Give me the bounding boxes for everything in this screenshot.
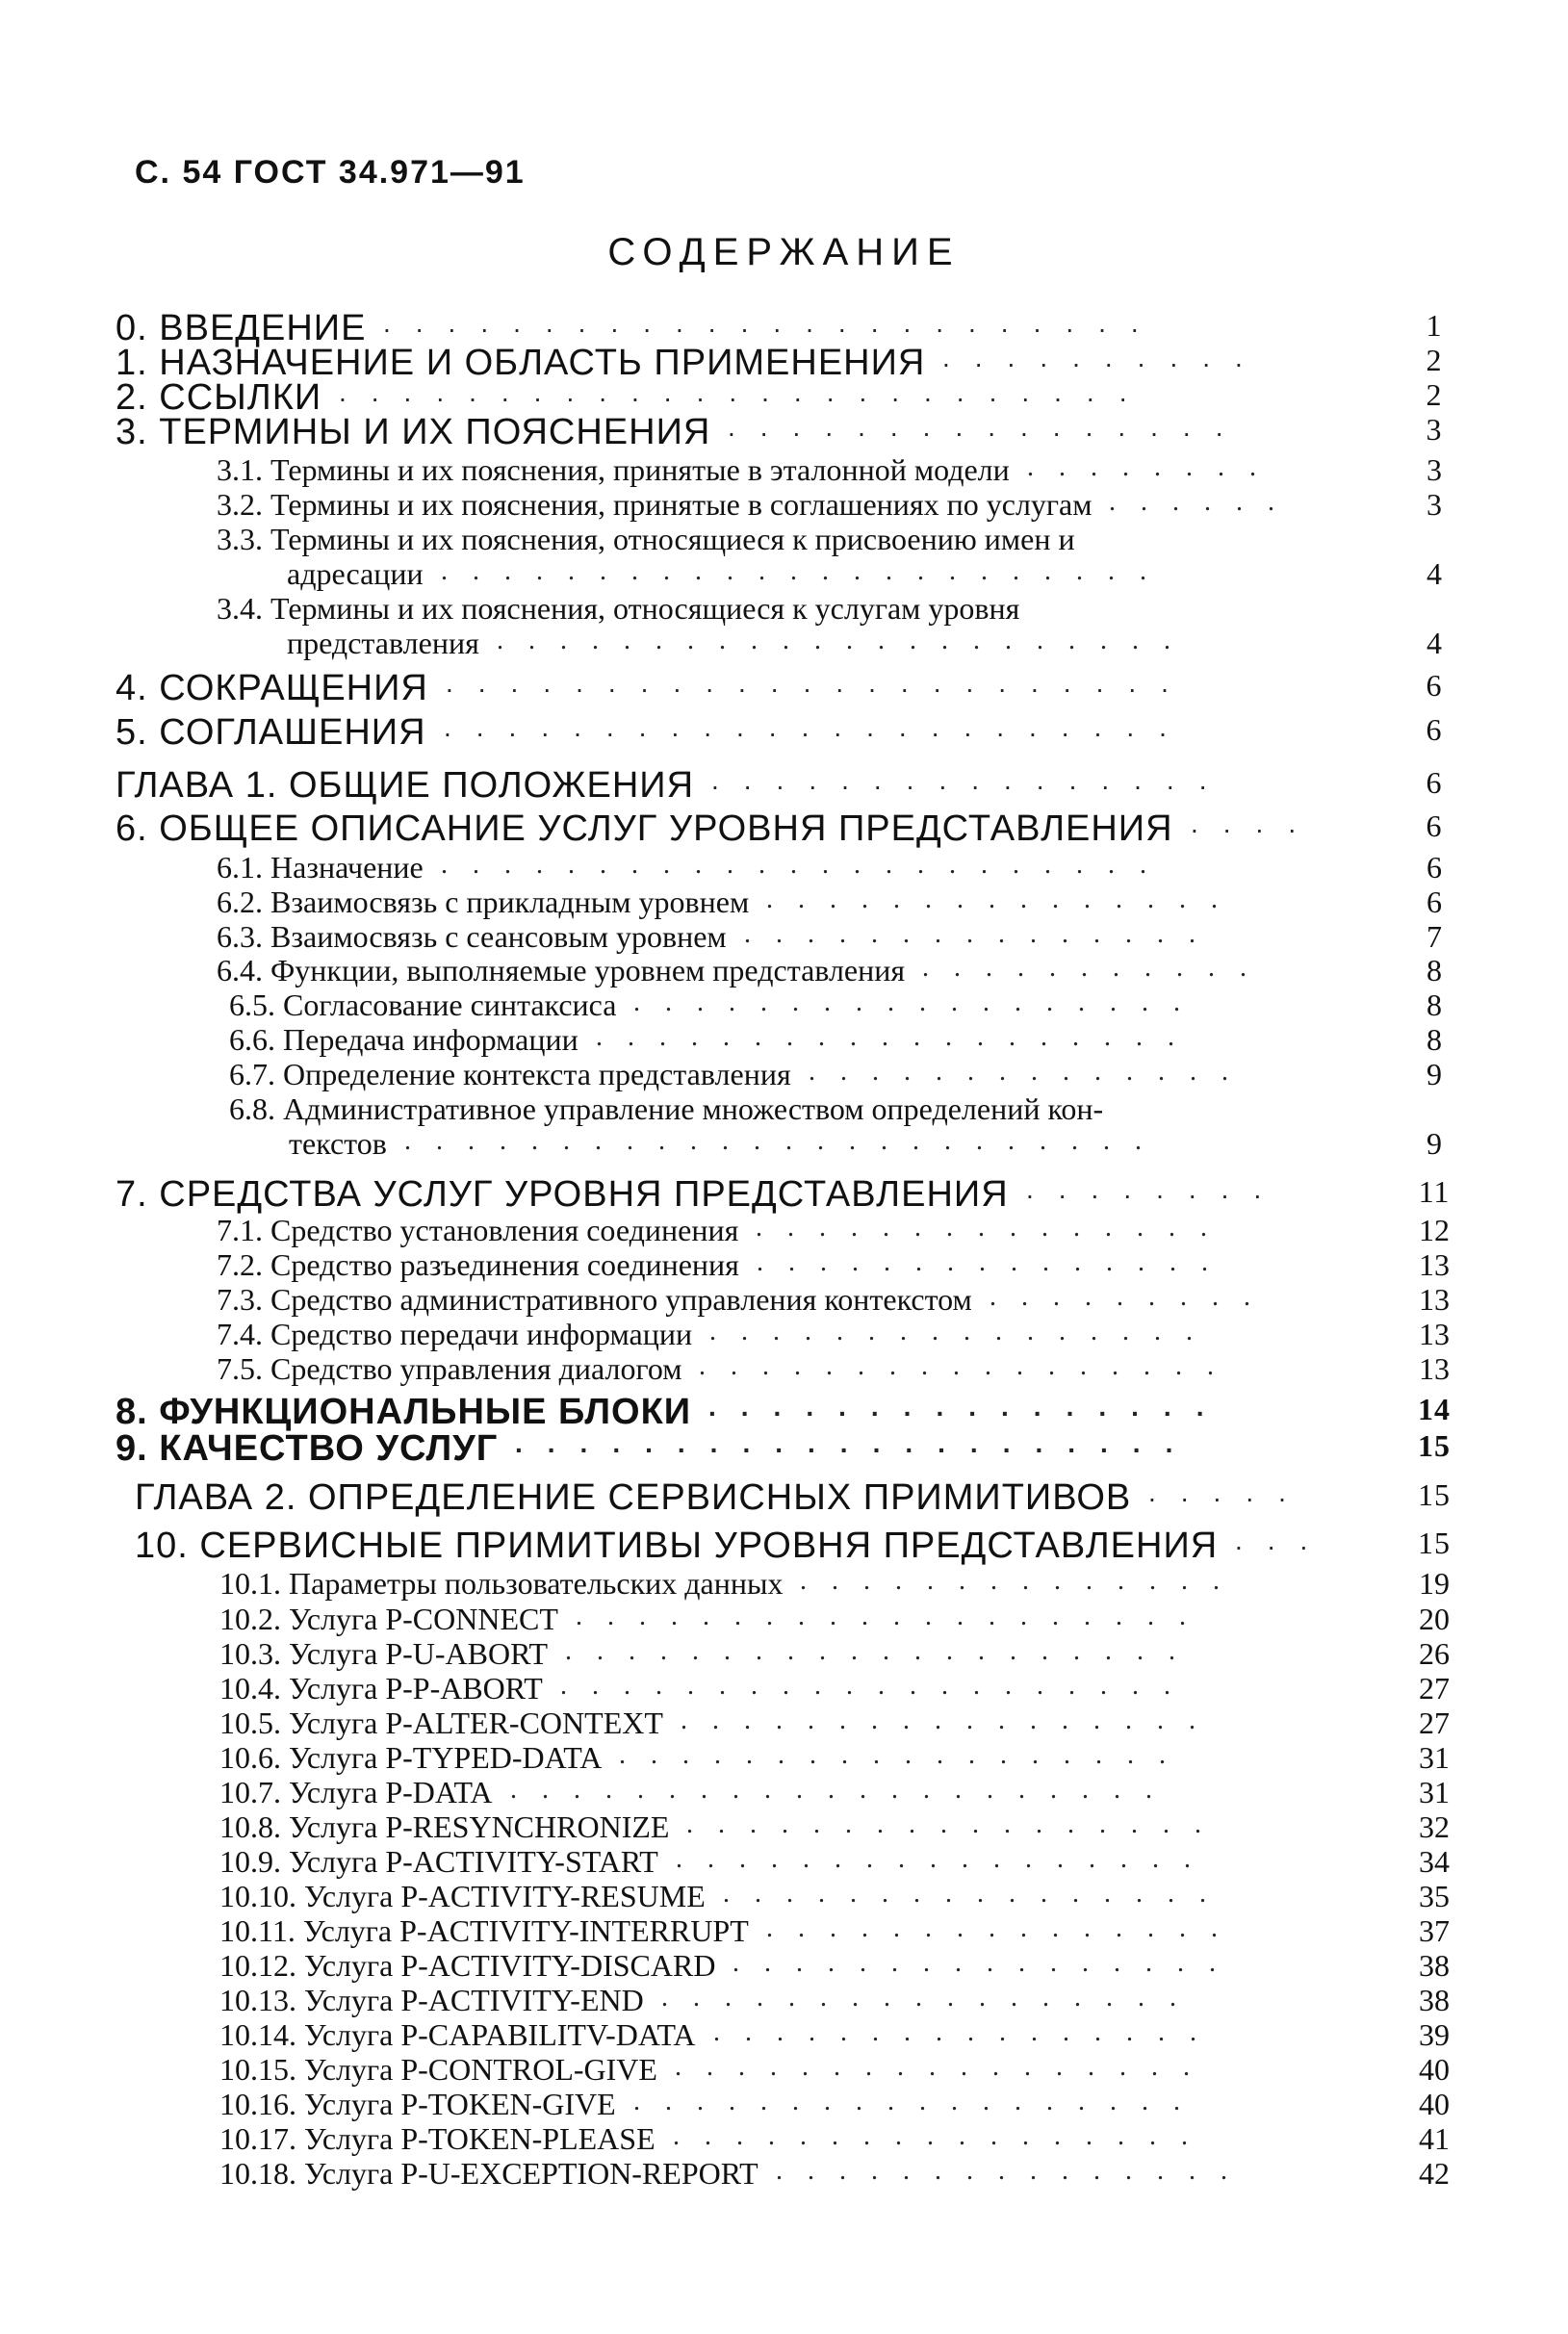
toc-entry-title: 3.1. Термины и их пояснения, принятые в эталонной модели [217,452,1010,487]
leader-dots: ............... [757,1247,1233,1277]
toc-entry-page-number: 9 [1427,1057,1442,1091]
toc-entry-page-number: 3 [1426,412,1443,447]
toc-entry-title: 7. СРЕДСТВА УСЛУГ УРОВНЯ ПРЕДСТАВЛЕНИЯ [116,1174,1009,1215]
toc-entry-page-number: 3 [1427,452,1442,487]
leader-dots: ................. [699,1351,1239,1381]
toc-entry-page-number: 6 [1427,885,1442,919]
leader-dots: ................ [709,1317,1218,1347]
toc-entry-title: текстов [289,1126,387,1161]
toc-entry-title: 10.15. Услуга P-CONTROL-GIVE [219,2052,657,2087]
toc-entry-page-number: 39 [1419,2017,1450,2052]
leader-dots: ........ [1026,1174,1287,1204]
leader-dots: .................... [560,1671,1195,1701]
toc-entry-page-number: 1 [1426,308,1443,343]
leader-dots: ......... [990,1282,1275,1312]
leader-dots: ........................ [383,308,1164,338]
toc-entry-title: 10.9. Услуга P-ACTIVITY-START [219,1844,658,1879]
toc-entry-page-number: 6 [1427,850,1442,885]
leader-dots: ............... [766,885,1243,914]
leader-dots: .............. [800,1566,1245,1596]
leader-dots: ...................... [497,626,1195,655]
toc-entry-page-number: 6 [1426,765,1443,800]
leader-dots: ........... [922,953,1272,983]
toc-entry-page-number: 12 [1419,1213,1450,1247]
toc-entry-page-number: 13 [1419,1317,1450,1351]
toc-entry-page-number: 14 [1418,1392,1451,1426]
toc-entry-page-number: 34 [1419,1844,1450,1879]
toc-entry-title: 5. СОГЛАШЕНИЯ [116,712,426,753]
toc-entry-title: 10. СЕРВИСНЫЕ ПРИМИТИВЫ УРОВНЯ ПРЕДСТАВЛЕНИЯ [135,1526,1219,1566]
toc-entry-title: 10.6. Услуга P-TYPED-DATA [219,1740,603,1775]
toc-entry-title: 10.5. Услуга P-ALTER-CONTEXT [219,1706,663,1740]
toc-entry-title: представления [287,626,479,660]
toc-entry-page-number: 32 [1419,1809,1450,1844]
leader-dots: .................... [565,1636,1200,1666]
toc-entry-page-number: 31 [1419,1740,1450,1775]
toc-entry-page-number: 11 [1418,1174,1451,1209]
leader-dots: ..................... [515,1428,1198,1458]
leader-dots: .................. [619,1740,1191,1770]
toc-entry-title: 10.1. Параметры пользовательских данных [219,1566,784,1601]
toc-entry-title: 10.18. Услуга P-U-EXCEPTION-REPORT [219,2156,758,2191]
toc-entry-page-number: 40 [1419,2052,1450,2087]
toc-entry-page-number: 42 [1419,2156,1450,2191]
leader-dots: ................. [675,2052,1215,2082]
toc-entry-title: 8. ФУНКЦИОНАЛЬНЫЕ БЛОКИ [116,1392,692,1432]
toc-entry-page-number: 15 [1418,1526,1451,1560]
toc-entry-page-number: 26 [1419,1636,1450,1671]
toc-entry-title: 2. ССЫЛКИ [116,377,322,418]
toc-entry-title: 6. ОБЩЕЕ ОПИСАНИЕ УСЛУГ УРОВНЯ ПРЕДСТАВЛЕНИЯ [116,808,1173,849]
toc-entry-title: 10.2. Услуга P-CONNECT [219,1602,558,1636]
leader-dots: ......................... [339,377,1152,407]
toc-entry-title: 3. ТЕРМИНЫ И ИХ ПОЯСНЕНИЯ [116,412,711,452]
toc-entry-title: 10.10. Услуга P-ACTIVITY-RESUME [219,1879,706,1913]
leader-dots: ..................... [510,1775,1177,1805]
toc-entry-title: адресации [287,556,424,591]
toc-entry-title: 10.11. Услуга P-ACTIVITY-INTERRUPT [219,1913,749,1948]
toc-entry-title: 10.3. Услуга P-U-ABORT [219,1636,549,1671]
toc-entry-title: 10.4. Услуга P-P-ABORT [219,1671,543,1706]
toc-entry-page-number: 35 [1419,1879,1450,1913]
leader-dots: ............... [766,1913,1243,1943]
toc-entry-page-number: 6 [1426,668,1443,703]
toc-entry-title: 6.7. Определение контекста представления [229,1057,791,1091]
toc-entry-page-number: 27 [1419,1671,1450,1706]
toc-entry-page-number: 8 [1427,1022,1442,1057]
leader-dots: .............. [809,1057,1253,1087]
toc-entry-title: 6.8. Административное управление множеством определений кон- [229,1091,1104,1126]
toc-entry-title: 10.16. Услуга P-TOKEN-GIVE [219,2087,616,2121]
toc-entry-title: 6.1. Назначение [217,850,424,885]
toc-entry-page-number: 8 [1427,987,1442,1022]
leader-dots: ........................ [404,1126,1167,1156]
toc-entry-page-number: 38 [1419,1983,1450,2017]
toc-entry-title: 1. НАЗНАЧЕНИЕ И ОБЛАСТЬ ПРИМЕНЕНИЯ [116,343,926,383]
toc-entry-page-number: 15 [1418,1428,1451,1463]
leader-dots: ....................... [441,556,1171,586]
leader-dots: .................. [633,2087,1205,2116]
toc-entry-title: 6.2. Взаимосвязь с прикладным уровнем [217,885,750,919]
page-header: С. 54 ГОСТ 34.971—91 [135,154,526,191]
leader-dots: .................. [633,987,1205,1017]
toc-entry-page-number: 40 [1419,2087,1450,2121]
toc-entry-page-number: 13 [1419,1282,1450,1317]
toc-entry-page-number: 8 [1427,953,1442,987]
toc-entry-title: 3.2. Термины и их пояснения, принятые в соглашениях по услугам [217,487,1092,522]
toc-entry-title: 7.5. Средство управления диалогом [217,1351,682,1386]
toc-entry-page-number: 31 [1419,1775,1450,1809]
leader-dots: ..... [1148,1477,1311,1507]
toc-entry-page-number: 4 [1427,626,1442,660]
toc-entry-title: 6.4. Функции, выполняемые уровнем представления [217,953,906,987]
toc-entry-title: 10.7. Услуга P-DATA [219,1775,493,1809]
toc-entry-title: 3.3. Термины и их пояснения, относящиеся к присвоению имен и [217,522,1075,556]
toc-entry-page-number: 13 [1419,1247,1450,1282]
leader-dots: ............... [756,1213,1232,1243]
toc-entry-page-number: 4 [1427,556,1442,591]
toc-entry-title: 10.17. Услуга P-TOKEN-PLEASE [219,2121,655,2156]
toc-entry-title: 6.3. Взаимосвязь с сеансовым уровнем [217,919,727,954]
toc-entry-title: ГЛАВА 1. ОБЩИЕ ПОЛОЖЕНИЯ [116,765,695,806]
toc-entry-title: 6.6. Передача информации [229,1022,578,1057]
leader-dots: ....................... [444,712,1192,742]
leader-dots: ....................... [446,668,1194,698]
toc-entry-title: 10.12. Услуга P-ACTIVITY-DISCARD [219,1948,716,1983]
toc-entry-page-number: 19 [1419,1566,1450,1601]
toc-entry-title: 10.8. Услуга P-RESYNCHRONIZE [219,1809,670,1844]
toc-entry-title: 7.2. Средство разъединения соединения [217,1247,739,1282]
leader-dots: ................... [596,1022,1199,1052]
toc-entry-title: 7.3. Средство административного управления контекстом [217,1282,972,1317]
leader-dots: ................ [713,2017,1221,2047]
leader-dots: .... [1191,808,1322,838]
leader-dots: ................ [708,1392,1229,1422]
leader-dots: ................ [728,412,1248,442]
toc-entry-page-number: 9 [1427,1126,1442,1161]
toc-entry-page-number: 37 [1419,1913,1450,1948]
toc-entry-title: 7.4. Средство передачи информации [217,1317,693,1351]
toc-entry-page-number: 7 [1427,919,1442,954]
leader-dots: .................... [576,1602,1211,1631]
toc-entry-title: 6.5. Согласование синтаксиса [229,987,617,1022]
toc-entry-page-number: 13 [1419,1351,1450,1386]
toc-entry-page-number: 2 [1426,377,1443,412]
toc-entry-title: 0. ВВЕДЕНИЕ [116,308,367,348]
toc-entry-title: 7.1. Средство установления соединения [217,1213,739,1247]
toc-entry-page-number: 6 [1426,712,1443,747]
leader-dots: ................. [681,1706,1221,1735]
leader-dots: ................ [733,1948,1241,1978]
toc-entry-title: 10.13. Услуга P-ACTIVITY-END [219,1983,644,2017]
leader-dots: ................. [673,2121,1213,2151]
leader-dots: ................ [723,1879,1231,1909]
toc-entry-title: 4. СОКРАЩЕНИЯ [116,668,428,708]
toc-entry-title: 3.4. Термины и их пояснения, относящиеся к услугам уровня [217,591,1020,626]
toc-entry-title: ГЛАВА 2. ОПРЕДЕЛЕНИЕ СЕРВИСНЫХ ПРИМИТИВОВ [135,1477,1132,1518]
leader-dots: ............... [744,919,1221,949]
leader-dots: ................ [711,765,1232,795]
leader-dots: ................. [676,1844,1216,1874]
toc-entry-page-number: 41 [1419,2121,1450,2156]
toc-entry-page-number: 20 [1419,1602,1450,1636]
toc-entry-page-number: 38 [1419,1948,1450,1983]
leader-dots: ........ [1027,452,1281,482]
toc-entry-page-number: 15 [1418,1477,1451,1512]
toc-entry-title: 9. КАЧЕСТВО УСЛУГ [116,1428,499,1469]
page-title: СОДЕРЖАНИЕ [607,231,961,273]
leader-dots: ................. [661,1983,1201,2013]
leader-dots: ............... [776,2156,1252,2186]
toc-entry-page-number: 3 [1427,487,1442,522]
toc-entry-title: 10.14. Услуга P-CAPABILITV-DATA [219,2017,696,2052]
leader-dots: ....................... [441,850,1171,880]
leader-dots: .......... [942,343,1268,372]
toc-entry-page-number: 2 [1426,343,1443,377]
leader-dots: ................. [686,1809,1226,1839]
leader-dots: ... [1235,1526,1333,1555]
toc-entry-page-number: 6 [1426,808,1443,843]
leader-dots: ...... [1109,487,1299,517]
toc-entry-page-number: 27 [1419,1706,1450,1740]
